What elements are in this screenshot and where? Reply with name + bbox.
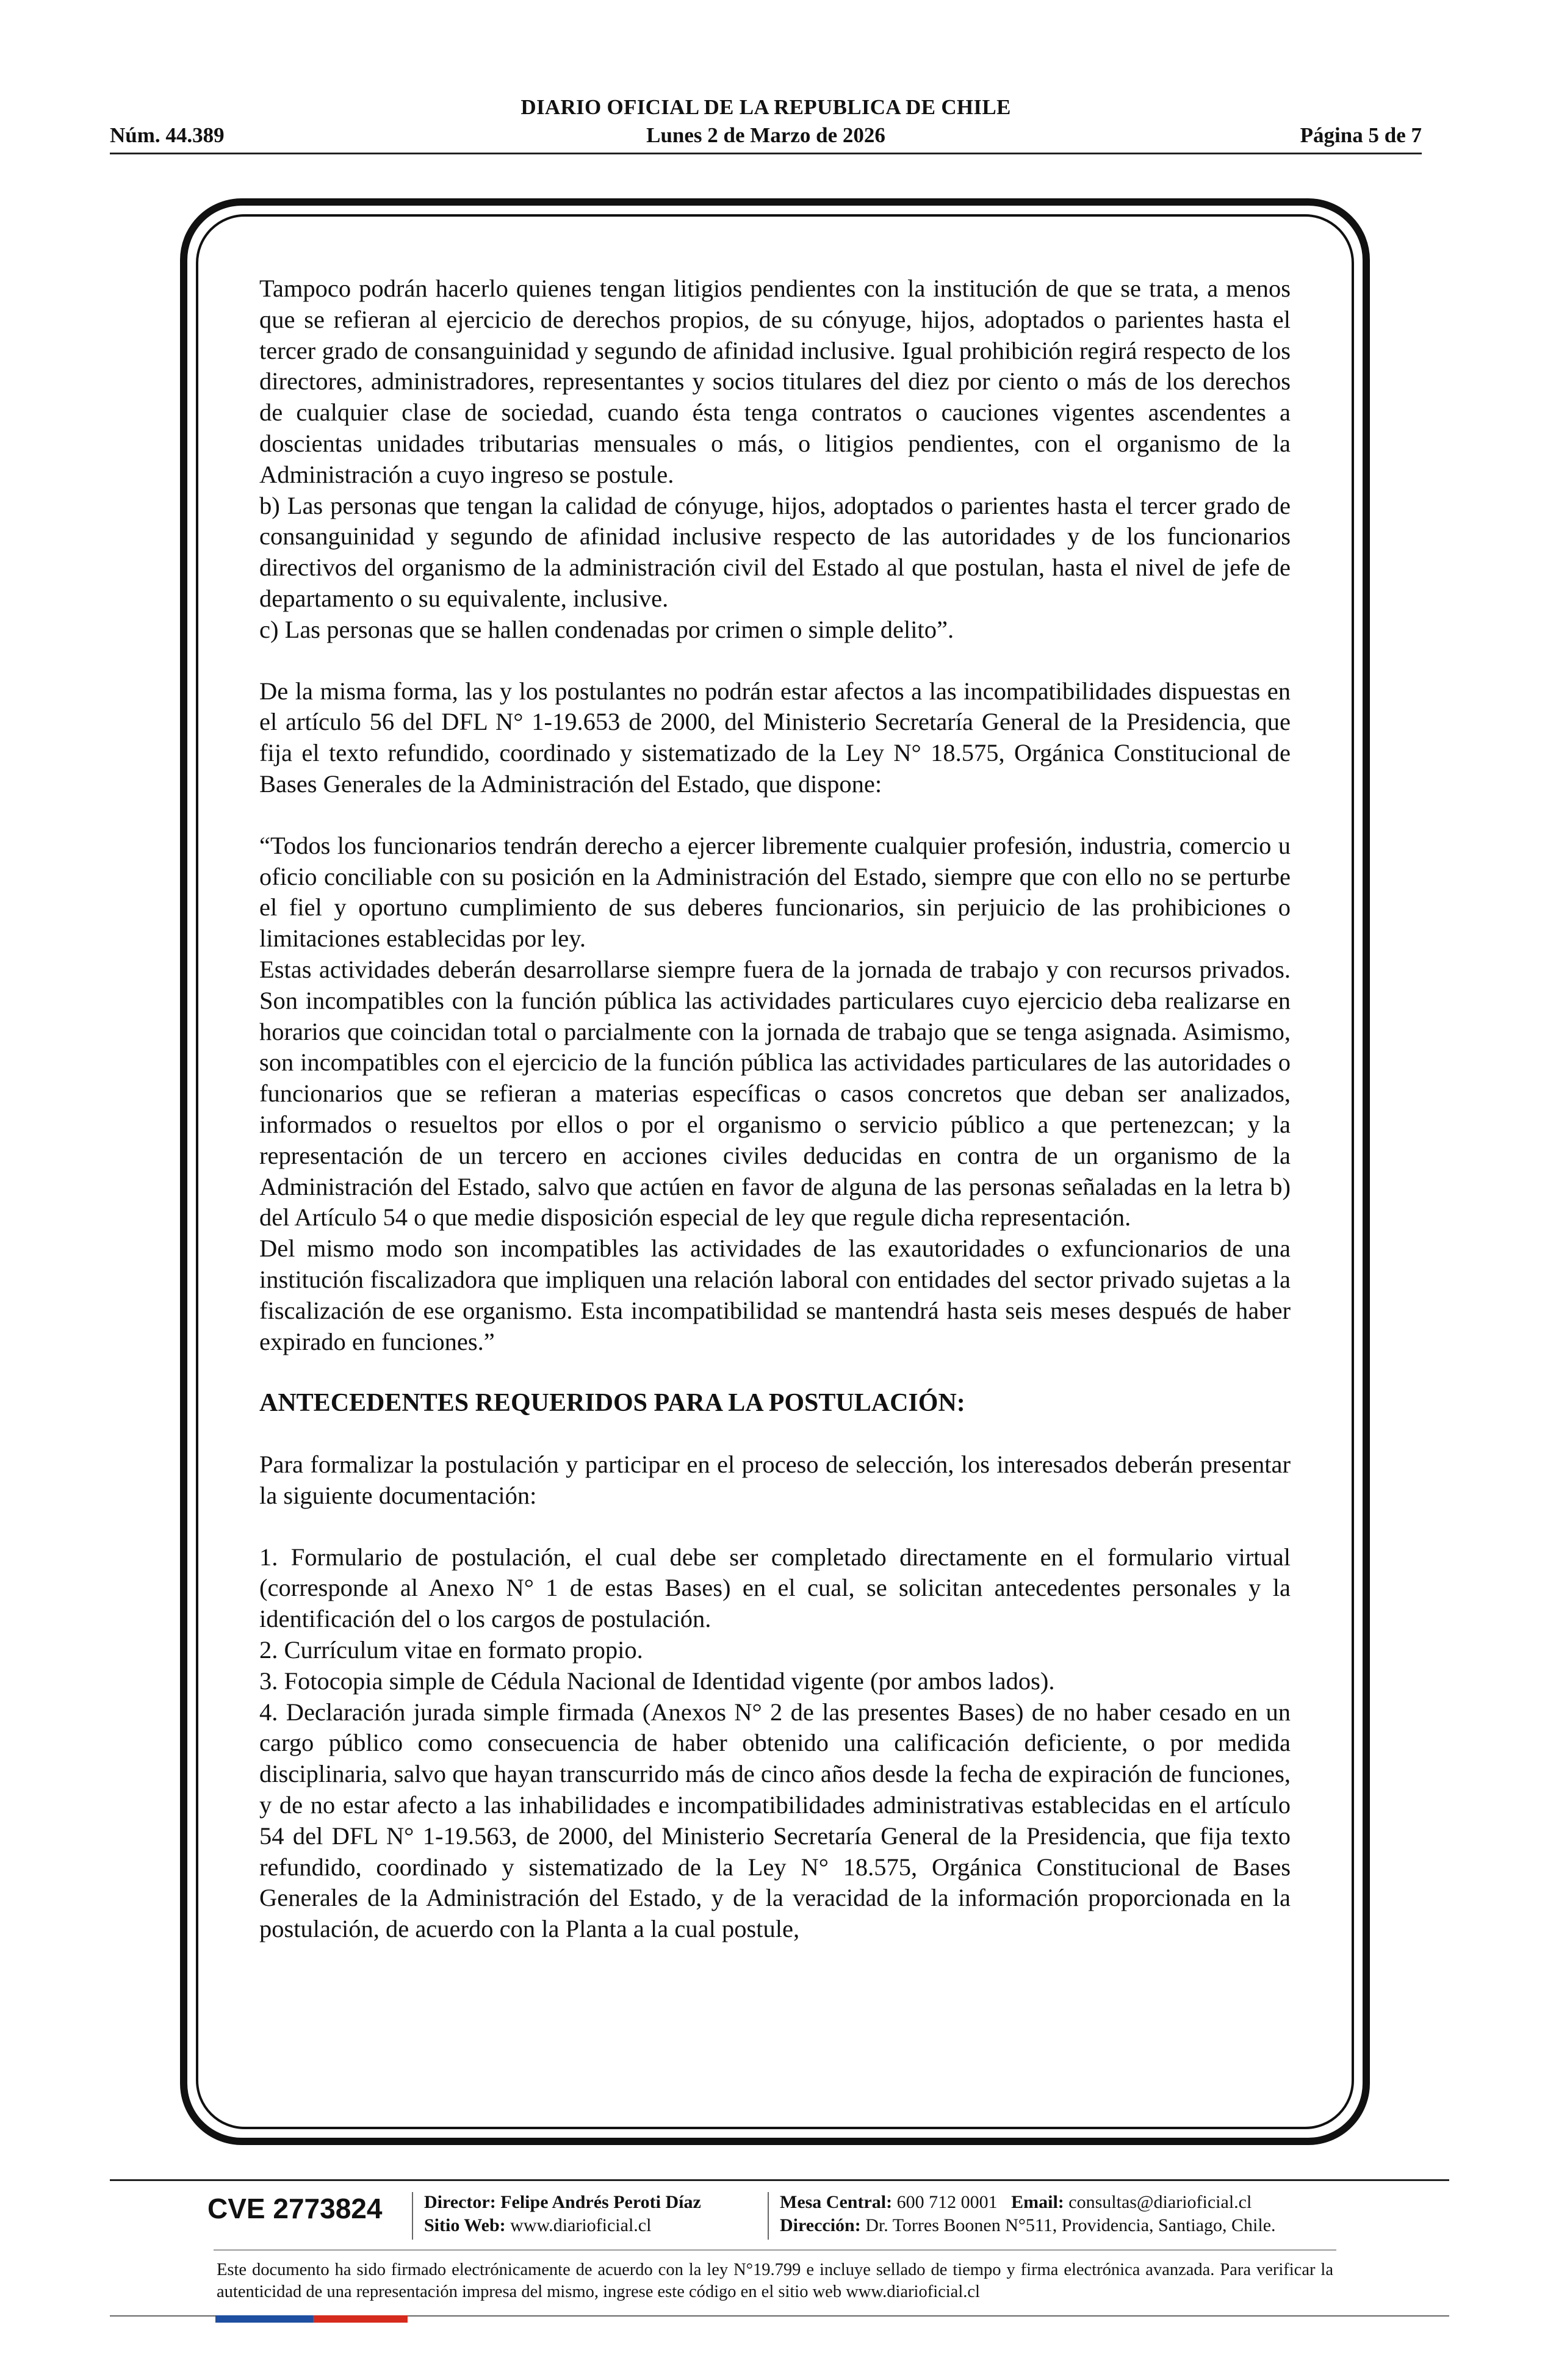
phone-number: 600 712 0001 bbox=[896, 2192, 998, 2212]
address-line: Dirección: Dr. Torres Boonen N°511, Providencia, Santiago, Chile. bbox=[780, 2215, 1276, 2235]
paragraph-litigios: Tampoco podrán hacerlo quienes tengan litigios pendientes con la institución de que se trata, a menos que se refieran al ejercicio de derechos propios, de su cónyuge, hijos, adoptados o parientes hasta el tercer grado de consanguinidad y segundo de afinidad inclusive. Igual prohibición regirá respecto de los directores, administradores, representantes y socios titulares del diez por ciento o más de los derechos de cualquier clase de sociedad, cuando ésta tenga contratos o cauciones vigentes ascendentes a doscientas unidades tributarias mensuales o más, o litigios pendientes, con el organismo de la Administración a cuyo ingreso se postule. bbox=[259, 275, 1291, 488]
quote-actividades: Estas actividades deberán desarrollarse siempre fuera de la jornada de trabajo y con recursos privados. Son incompatibles con la función pública las actividades particulares cuyo ejercicio deba realizarse en horarios que coincidan total o parcialmente con la jornada de trabajo que se tenga asignada. Asimismo, son incompatibles con el ejercicio de la función pública las actividades particulares de las autoridades o funcionarios que se refieran a materias específicas o casos concretos que deban ser analizados, informados o resueltos por ellos o por el organismo o servicio público a que pertenezcan; y la representación de un tercero en acciones civiles deducidas en contra de un organismo de la Administración del Estado, salvo que actúen en favor de alguna de las personas señaladas en la letra b) del Artículo 54 o que medie disposición especial de ley que regule dicha representación. bbox=[259, 955, 1291, 1231]
paragraph-letra-c: c) Las personas que se hallen condenadas por crimen o simple delito”. bbox=[259, 615, 954, 643]
address-value: Dr. Torres Boonen N°511, Providencia, Santiago, Chile. bbox=[865, 2215, 1276, 2235]
contact-line: Mesa Central: 600 712 0001 Email: consultas@diarioficial.cl bbox=[780, 2192, 1252, 2212]
paragraph-letra-b: b) Las personas que tengan la calidad de cónyuge, hijos, adoptados o parientes hasta el tercer grado de consanguinidad y segundo de afinidad inclusive respecto de las autoridades y de los funcionarios directivos del organismo de la administración civil del Estado al que postulan, hasta el nivel de jefe de departamento o su equivalente, inclusive. bbox=[259, 491, 1291, 612]
footer-contact-block bbox=[780, 2191, 1276, 2237]
document-body bbox=[259, 273, 1291, 1945]
flag-stripe-red bbox=[313, 2315, 408, 2323]
footer-divider-top bbox=[110, 2179, 1449, 2181]
spacer bbox=[259, 1512, 1291, 1542]
legal-notice: Este documento ha sido firmado electrónicamente de acuerdo con la ley N°19.799 e incluye sellado de tiempo y firma electrónica avanzada. Para verificar la autenticidad de una representación impresa del mismo, ingrese este código en el sitio web www.diarioficial.cl bbox=[217, 2260, 1333, 2301]
newspaper-title: DIARIO OFICIAL DE LA REPUBLICA DE CHILE bbox=[520, 95, 1011, 119]
list-item-formulario: 1. Formulario de postulación, el cual debe ser completado directamente en el formulario virtual (corresponde al Anexo N° 1 de estas Bases) en el cual, se solicitan antecedentes personales y la identificación del o los cargos de postulación. bbox=[259, 1543, 1291, 1633]
website-line: Sitio Web: www.diarioficial.cl bbox=[424, 2215, 652, 2235]
email-link[interactable]: consultas@diarioficial.cl bbox=[1068, 2192, 1252, 2212]
paragraph-incompatibilidades: De la misma forma, las y los postulantes no podrán estar afectos a las incompatibilidades dispuestas en el artículo 56 del DFL N° 1-19.653 de 2000, del Ministerio Secretaría General de la Presidencia, que fija el texto refundido, coordinado y sistematizado de la Ley N° 18.575, Orgánica Constitucional de Bases Generales de la Administración del Estado, que dispone: bbox=[259, 677, 1291, 798]
website-link[interactable]: www.diarioficial.cl bbox=[510, 2215, 652, 2235]
footer-divider-mid bbox=[214, 2249, 1336, 2251]
paragraph-formalizar: Para formalizar la postulación y participar en el proceso de selección, los interesados deberán presentar la siguiente documentación: bbox=[259, 1451, 1291, 1509]
footer-director-block bbox=[424, 2191, 701, 2237]
spacer bbox=[259, 1357, 1291, 1388]
director-name: Felipe Andrés Peroti Díaz bbox=[500, 2192, 701, 2212]
spacer bbox=[259, 800, 1291, 831]
header-divider bbox=[110, 153, 1422, 154]
footer-separator bbox=[768, 2192, 769, 2240]
list-item-cedula: 3. Fotocopia simple de Cédula Nacional de Identidad vigente (por ambos lados). bbox=[259, 1667, 1055, 1695]
issue-number: Núm. 44.389 bbox=[110, 123, 225, 147]
spacer bbox=[259, 646, 1291, 676]
footer-separator bbox=[412, 2192, 413, 2240]
issue-date: Lunes 2 de Marzo de 2026 bbox=[646, 123, 885, 147]
page-header bbox=[110, 92, 1422, 159]
page-number: Página 5 de 7 bbox=[1300, 123, 1422, 147]
director-line: Director: Felipe Andrés Peroti Díaz bbox=[424, 2192, 701, 2212]
cve-code: CVE 2773824 bbox=[207, 2193, 383, 2224]
section-heading: ANTECEDENTES REQUERIDOS PARA LA POSTULACIÓN: bbox=[259, 1389, 965, 1418]
list-item-curriculum: 2. Currículum vitae en formato propio. bbox=[259, 1636, 643, 1664]
quote-funcionarios: “Todos los funcionarios tendrán derecho a ejercer libremente cualquier profesión, industria, comercio u oficio conciliable con su posición en la Administración del Estado, siempre que con ello no se perturbe el fiel y oportuno cumplimiento de sus deberes funcionarios, sin perjuicio de las prohibiciones o limitaciones establecidas por ley. bbox=[259, 831, 1291, 953]
spacer bbox=[259, 1419, 1291, 1449]
flag-stripe-blue bbox=[215, 2315, 313, 2323]
list-item-declaracion: 4. Declaración jurada simple firmada (Anexos N° 2 de las presentes Bases) de no haber cesado en un cargo público como consecuencia de haber obtenido una calificación deficiente, o por medida disciplinaria, salvo que hayan transcurrido más de cinco años desde la fecha de expiración de funciones, y de no estar afecto a las inhabilidades e incompatibilidades administrativas establecidas en el artículo 54 del DFL N° 1-19.563, de 2000, del Ministerio Secretaría General de la Presidencia, que fija texto refundido, coordinado y sistematizado de la Ley N° 18.575, Orgánica Constitucional de Bases Generales de la Administración del Estado, y de la veracidad de la información proporcionada en la postulación, de acuerdo con la Planta a la cual postule, bbox=[259, 1698, 1291, 1943]
quote-exautoridades: Del mismo modo son incompatibles las actividades de las exautoridades o exfuncionarios de una institución fiscalizadora que impliquen una relación laboral con entidades del sector privado sujetas a la fiscalización de ese organismo. Esta incompatibilidad se mantendrá hasta seis meses después de haber expirado en funciones.” bbox=[259, 1235, 1291, 1355]
